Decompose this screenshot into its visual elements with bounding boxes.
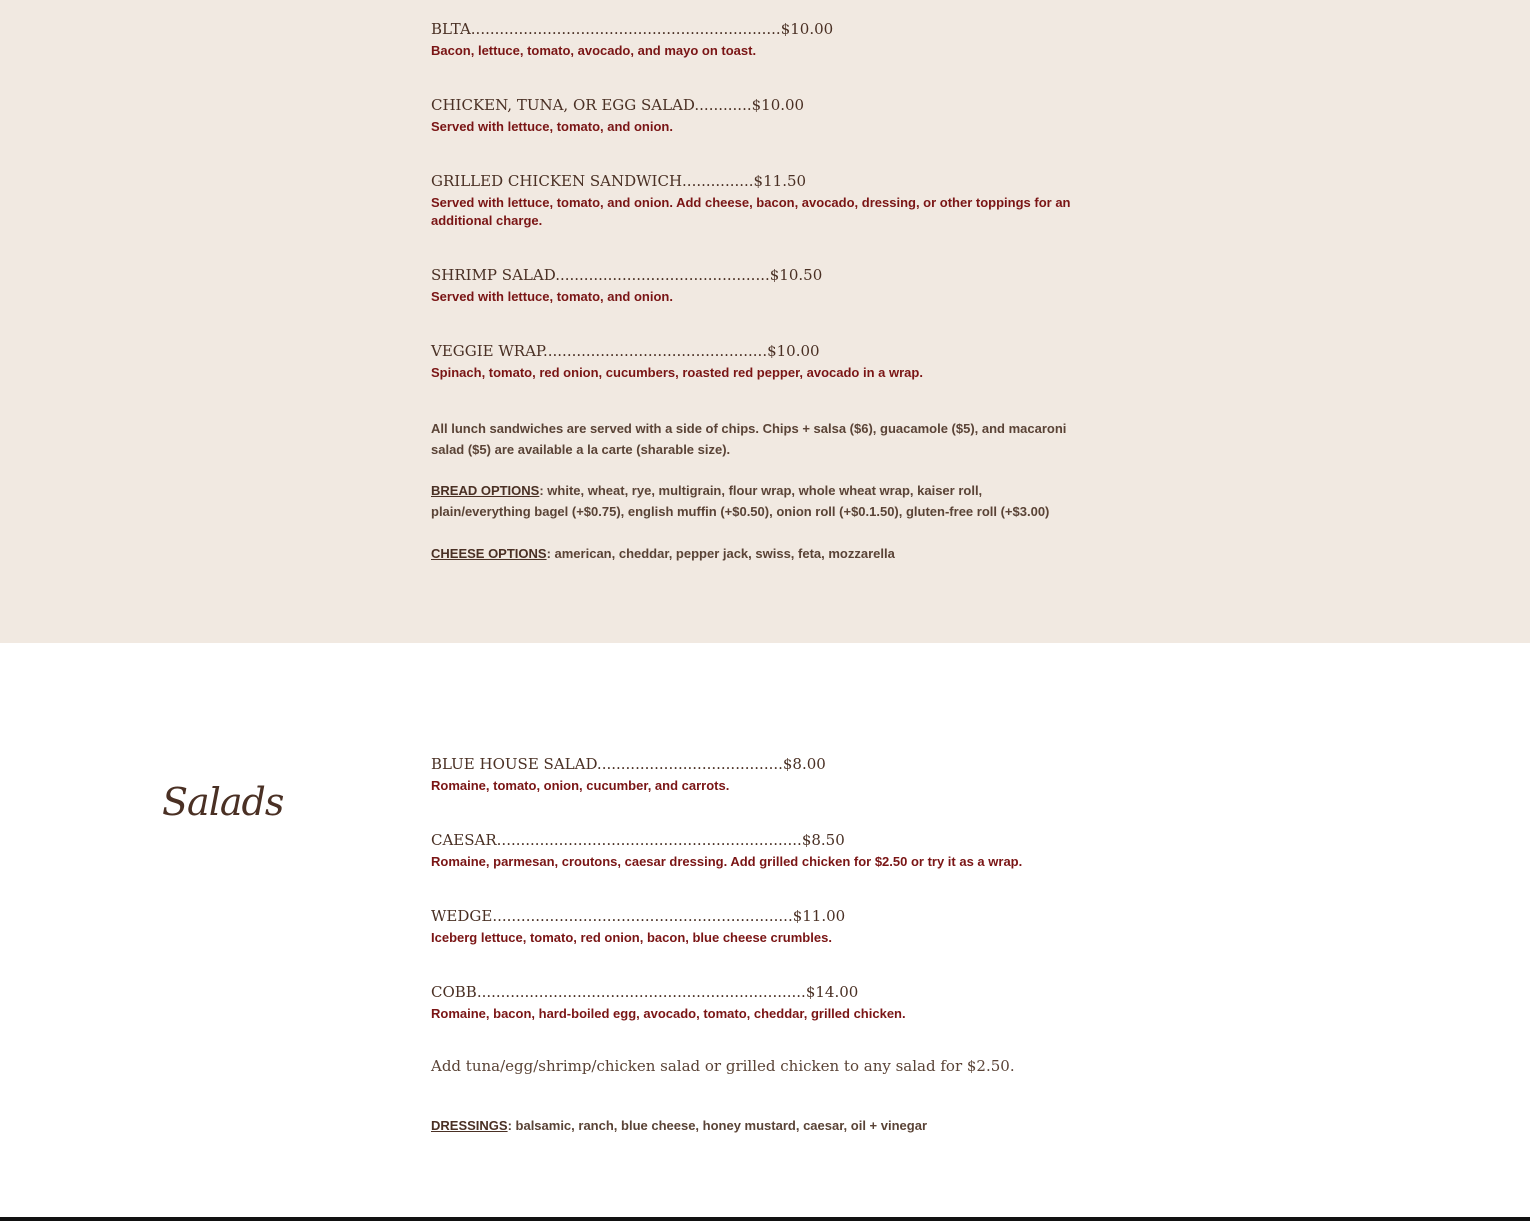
- menu-item-title: GRILLED CHICKEN SANDWICH...............$11.50: [431, 172, 807, 190]
- menu-item-description: Served with lettuce, tomato, and onion.: [431, 119, 673, 134]
- menu-item-wedge: [431, 906, 1071, 947]
- menu-item-title: BLTA.................................................................$10.00: [431, 20, 834, 38]
- salads-heading: Salads: [162, 780, 284, 824]
- menu-item-title: BLUE HOUSE SALAD.......................................$8.00: [431, 755, 826, 773]
- menu-item-grilled-chicken: [431, 171, 1071, 230]
- menu-item-title: CHICKEN, TUNA, OR EGG SALAD............$10.00: [431, 96, 805, 114]
- dressings-text: : balsamic, ranch, blue cheese, honey mustard, caesar, oil + vinegar: [507, 1118, 928, 1133]
- bread-options-heading: BREAD OPTIONS: [431, 483, 540, 498]
- menu-item-description: Served with lettuce, tomato, and onion. Add cheese, bacon, avocado, dressing, or other toppings for an additional charge.: [431, 195, 1071, 228]
- cheese-options-text: : american, cheddar, pepper jack, swiss, feta, mozzarella: [546, 546, 895, 561]
- menu-item-title: COBB.....................................................................$14.00: [431, 983, 859, 1001]
- menu-item-description: Romaine, bacon, hard-boiled egg, avocado, tomato, cheddar, grilled chicken.: [431, 1006, 906, 1021]
- salad-add-note: Add tuna/egg/shrimp/chicken salad or grilled chicken to any salad for $2.50.: [431, 1057, 1015, 1075]
- menu-item-veggie-wrap: [431, 341, 1071, 382]
- menu-item-title: CAESAR................................................................$8.50: [431, 831, 845, 849]
- menu-item-description: Served with lettuce, tomato, and onion.: [431, 289, 673, 304]
- menu-item-description: Spinach, tomato, red onion, cucumbers, roasted red pepper, avocado in a wrap.: [431, 365, 923, 380]
- menu-item-description: Romaine, parmesan, croutons, caesar dressing. Add grilled chicken for $2.50 or try it as a wrap.: [431, 854, 1023, 869]
- menu-item-description: Bacon, lettuce, tomato, avocado, and mayo on toast.: [431, 43, 757, 58]
- menu-item-cobb: [431, 982, 1071, 1023]
- menu-item-description: Romaine, tomato, onion, cucumber, and carrots.: [431, 778, 730, 793]
- dressings-heading: DRESSINGS: [431, 1118, 508, 1133]
- menu-item-shrimp-salad: [431, 265, 1071, 306]
- cheese-options-heading: CHEESE OPTIONS: [431, 546, 547, 561]
- cheese-options: [431, 543, 1071, 564]
- menu-item-title: SHRIMP SALAD.............................................$10.50: [431, 266, 823, 284]
- menu-item-title: WEDGE...............................................................$11.00: [431, 907, 846, 925]
- sandwich-side-note: All lunch sandwiches are served with a side of chips. Chips + salsa ($6), guacamole ($5), and macaroni salad ($5) are available a la carte (sharable size).: [431, 421, 1067, 457]
- menu-item-salad-sandwich: [431, 95, 1071, 136]
- menu-item-caesar: [431, 830, 1071, 871]
- bread-options-text: : white, wheat, rye, multigrain, flour wrap, whole wheat wrap, kaiser roll, plain/everything bagel (+$0.75), english muffin (+$0.50), onion roll (+$0.1.50), gluten-free roll (+$3.00): [431, 483, 1050, 519]
- menu-item-blue-house-salad: [431, 754, 1071, 795]
- menu-item-description: Iceberg lettuce, tomato, red onion, bacon, blue cheese crumbles.: [431, 930, 832, 945]
- menu-item-blta: [431, 19, 1071, 60]
- menu-item-title: VEGGIE WRAP...............................................$10.00: [431, 342, 820, 360]
- footer-bar: [0, 1217, 1530, 1221]
- bread-options: [431, 480, 1071, 522]
- dressings: [431, 1115, 1071, 1136]
